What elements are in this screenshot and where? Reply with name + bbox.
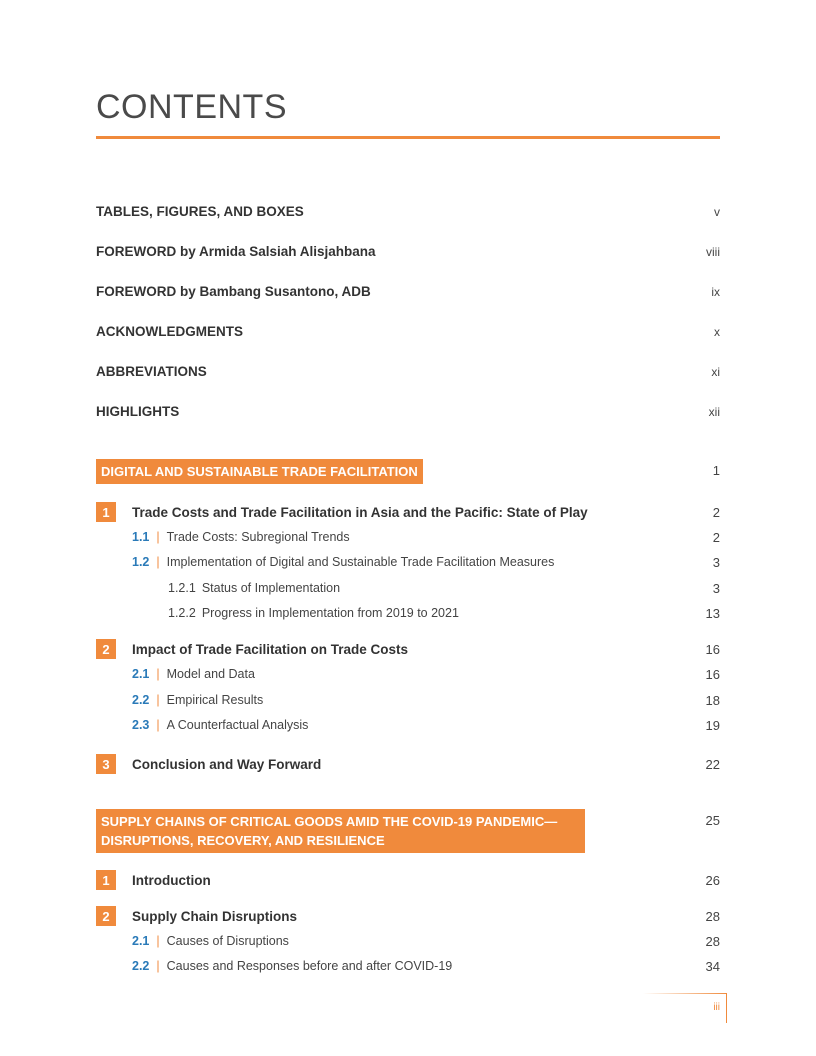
subsection-number: 1.2.1 <box>168 581 196 595</box>
toc-entry-front-matter[interactable] <box>96 284 720 304</box>
toc-entry-label: ABBREVIATIONS <box>96 364 207 379</box>
toc-part-heading[interactable] <box>96 459 720 484</box>
title-rule <box>96 136 720 139</box>
section-divider: | <box>156 555 160 569</box>
toc-section[interactable] <box>132 932 720 950</box>
toc-page-number: 28 <box>705 908 720 924</box>
chapter-number-badge: 2 <box>96 906 116 926</box>
chapter-title: Supply Chain Disruptions <box>132 908 298 924</box>
toc-page-number: 18 <box>705 692 720 708</box>
section-title: Causes of Disruptions <box>166 934 289 948</box>
toc-page-number: xii <box>708 405 720 419</box>
section-number: 1.2 <box>132 555 150 569</box>
toc-page-number: 19 <box>705 717 720 733</box>
toc-section[interactable] <box>132 691 720 709</box>
toc-page-number: 1 <box>712 463 720 478</box>
toc-page-number: 34 <box>705 958 720 974</box>
section-number: 2.2 <box>132 693 150 707</box>
toc-page-number: 22 <box>705 756 720 772</box>
chapter-number-badge: 2 <box>96 639 116 659</box>
section-divider: | <box>156 959 160 973</box>
chapter-number-badge: 1 <box>96 870 116 890</box>
toc-chapter[interactable] <box>96 639 720 659</box>
section-number: 2.1 <box>132 667 150 681</box>
toc-entry-label: FOREWORD by Bambang Susantono, ADB <box>96 284 371 299</box>
toc-chapter[interactable] <box>96 502 720 522</box>
toc-chapter[interactable] <box>96 754 720 774</box>
toc-page-number: 25 <box>705 813 720 828</box>
toc-page-number: x <box>714 325 720 339</box>
chapter-number-badge: 3 <box>96 754 116 774</box>
section-number: 2.2 <box>132 959 150 973</box>
part-title-line: SUPPLY CHAINS OF CRITICAL GOODS AMID THE COVID-19 PANDEMIC— <box>101 814 558 829</box>
section-title: Causes and Responses before and after COVID-19 <box>166 959 453 973</box>
chapter-title: Impact of Trade Facilitation on Trade Costs <box>132 641 409 657</box>
toc-page-number: 26 <box>705 872 720 888</box>
toc-entry-front-matter[interactable] <box>96 204 720 224</box>
section-title: Empirical Results <box>166 693 264 707</box>
part-title-box <box>96 459 423 484</box>
toc-section[interactable] <box>132 665 720 683</box>
chapter-title: Conclusion and Way Forward <box>132 756 322 772</box>
section-number: 2.3 <box>132 718 150 732</box>
folio-vertical-rule <box>726 993 727 1023</box>
toc-page-number: viii <box>706 245 720 259</box>
section-number: 2.1 <box>132 934 150 948</box>
chapter-title: Trade Costs and Trade Facilitation in Asia and the Pacific: State of Play <box>132 504 588 520</box>
section-title: Implementation of Digital and Sustainable Trade Facilitation Measures <box>166 555 555 569</box>
toc-entry-front-matter[interactable] <box>96 364 720 384</box>
section-divider: | <box>156 934 160 948</box>
page-title: CONTENTS <box>96 88 287 126</box>
toc-entry-label: HIGHLIGHTS <box>96 404 180 419</box>
section-divider: | <box>156 667 160 681</box>
toc-entry-label: FOREWORD by Armida Salsiah Alisjahbana <box>96 244 376 259</box>
subsection-title: Progress in Implementation from 2019 to 2021 <box>201 606 459 620</box>
toc-section[interactable] <box>132 957 720 975</box>
toc-page-number: 2 <box>712 504 720 520</box>
part-title-line: DIGITAL AND SUSTAINABLE TRADE FACILITATION <box>101 464 418 479</box>
part-title-box <box>96 809 585 853</box>
page-number: iii <box>713 1002 720 1013</box>
toc-subsection[interactable] <box>168 579 720 597</box>
section-title: Model and Data <box>166 667 255 681</box>
toc-page-number: xi <box>711 365 720 379</box>
toc-entry-front-matter[interactable] <box>96 244 720 264</box>
toc-chapter[interactable] <box>96 906 720 926</box>
toc-page-number: 16 <box>705 666 720 682</box>
toc-page-number: 2 <box>712 529 720 545</box>
toc-page-number: 3 <box>712 554 720 570</box>
toc-page-number: v <box>714 205 720 219</box>
toc-section[interactable] <box>132 716 720 734</box>
section-title: Trade Costs: Subregional Trends <box>166 530 350 544</box>
chapter-number-badge: 1 <box>96 502 116 522</box>
toc-entry-label: ACKNOWLEDGMENTS <box>96 324 243 339</box>
toc-section[interactable] <box>132 528 720 546</box>
subsection-number: 1.2.2 <box>168 606 196 620</box>
toc-entry-label: TABLES, FIGURES, AND BOXES <box>96 204 304 219</box>
section-divider: | <box>156 693 160 707</box>
toc-entry-front-matter[interactable] <box>96 324 720 344</box>
section-title: A Counterfactual Analysis <box>166 718 309 732</box>
toc-subsection[interactable] <box>168 604 720 622</box>
section-number: 1.1 <box>132 530 150 544</box>
toc-page-number: 3 <box>712 580 720 596</box>
toc-page-number: 28 <box>705 933 720 949</box>
part-title-line: DISRUPTIONS, RECOVERY, AND RESILIENCE <box>101 833 385 848</box>
section-divider: | <box>156 530 160 544</box>
toc-page-number: 13 <box>705 605 720 621</box>
subsection-title: Status of Implementation <box>201 581 341 595</box>
section-divider: | <box>156 718 160 732</box>
toc-chapter[interactable] <box>96 870 720 890</box>
toc-entry-front-matter[interactable] <box>96 404 720 424</box>
toc-page-number: ix <box>711 285 720 299</box>
toc-section[interactable] <box>132 553 720 571</box>
toc-page-number: 16 <box>705 641 720 657</box>
toc-part-heading[interactable] <box>96 809 720 853</box>
chapter-title: Introduction <box>132 872 211 888</box>
folio-rule <box>643 993 727 994</box>
